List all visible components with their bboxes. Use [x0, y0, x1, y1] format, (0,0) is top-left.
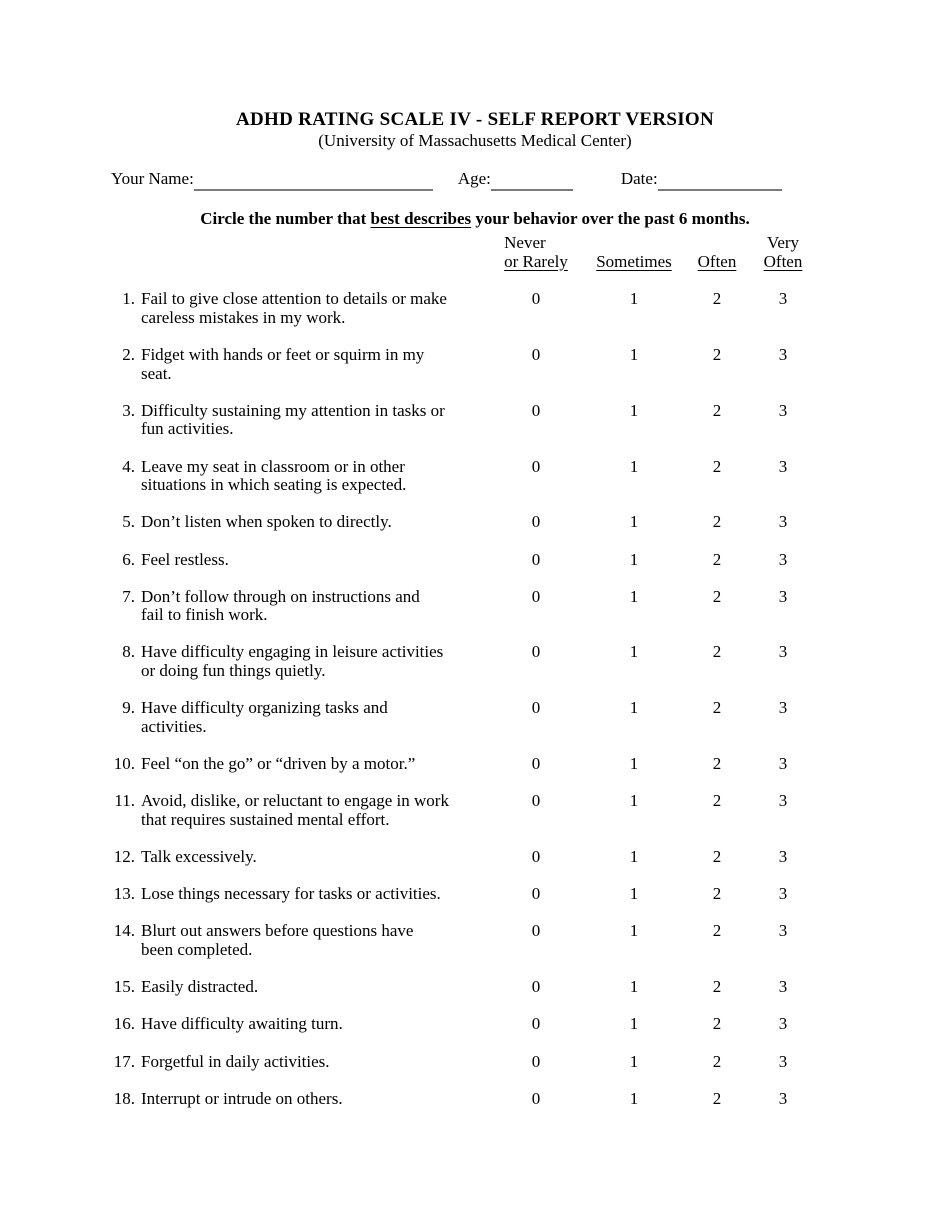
- item-number: 6.: [122, 549, 135, 569]
- item-10-rating-1[interactable]: 1: [629, 754, 639, 774]
- item-row: [109, 848, 799, 867]
- item-11-rating-2[interactable]: 2: [712, 791, 722, 811]
- column-header-or-rarely: or Rarely: [504, 251, 568, 271]
- item-text: Feel “on the go” or “driven by a motor.”: [141, 754, 416, 774]
- item-18-rating-3[interactable]: 3: [778, 1088, 788, 1108]
- item-13-rating-1[interactable]: 1: [629, 884, 639, 904]
- item-text: Have difficulty engaging in leisure activities or doing fun things quietly.: [141, 642, 444, 681]
- item-12-rating-3[interactable]: 3: [778, 847, 788, 866]
- item-11-rating-1[interactable]: 1: [629, 791, 639, 811]
- item-9-rating-1[interactable]: 1: [629, 698, 639, 718]
- item-3-rating-1[interactable]: 1: [629, 400, 639, 420]
- item-1-rating-2[interactable]: 2: [712, 289, 722, 309]
- item-number: 15.: [113, 977, 135, 997]
- item-text: Blurt out answers before questions have been completed.: [141, 921, 414, 959]
- item-row: [109, 551, 799, 570]
- item-15-rating-0[interactable]: 0: [531, 977, 541, 997]
- item-number: 10.: [113, 754, 135, 774]
- item-number: 11.: [114, 791, 135, 811]
- column-header-sometimes-cell: [596, 234, 672, 271]
- item-7-rating-3[interactable]: 3: [778, 586, 788, 606]
- instruction-underlined: best describes: [370, 209, 472, 228]
- item-14-rating-0[interactable]: 0: [531, 921, 541, 941]
- item-row: [109, 792, 799, 829]
- item-number: 18.: [113, 1088, 135, 1108]
- item-row: [109, 402, 799, 439]
- item-row: [109, 346, 799, 383]
- item-row: [109, 922, 799, 959]
- item-15-rating-2[interactable]: 2: [712, 977, 722, 997]
- item-number: 3.: [122, 400, 135, 420]
- item-5-rating-2[interactable]: 2: [712, 512, 722, 532]
- item-2-rating-1[interactable]: 1: [629, 344, 639, 364]
- item-text: Don’t follow through on instructions and fail to finish work.: [141, 586, 420, 625]
- item-number: 16.: [113, 1014, 135, 1034]
- item-4-rating-3[interactable]: 3: [778, 456, 788, 476]
- item-text: Avoid, dislike, or reluctant to engage in work that requires sustained mental effort.: [141, 791, 449, 829]
- item-4-rating-1[interactable]: 1: [629, 456, 639, 476]
- instruction-text: [0, 208, 950, 230]
- column-header-often-cell: [667, 234, 767, 271]
- item-3-rating-0[interactable]: 0: [531, 400, 541, 420]
- item-9-rating-3[interactable]: 3: [778, 698, 788, 718]
- item-text: Have difficulty organizing tasks and activities.: [141, 698, 388, 736]
- item-7-rating-0[interactable]: 0: [531, 586, 541, 606]
- date-input[interactable]: [658, 175, 782, 191]
- column-header-very-often: [763, 233, 803, 271]
- item-text: Fidget with hands or feet or squirm in my seat.: [141, 344, 425, 383]
- item-row: [109, 643, 799, 680]
- item-row: [109, 755, 799, 774]
- instruction-prefix: Circle the number that: [200, 209, 371, 228]
- item-number: 12.: [113, 847, 135, 866]
- item-text: Leave my seat in classroom or in other situations in which seating is expected.: [141, 456, 407, 495]
- item-text: Forgetful in daily activities.: [141, 1051, 330, 1071]
- item-row: [109, 588, 799, 625]
- item-6-rating-0[interactable]: 0: [531, 549, 541, 569]
- item-17-rating-2[interactable]: 2: [712, 1051, 722, 1071]
- instruction-suffix: your behavior over the past 6 months.: [471, 209, 750, 228]
- item-number: 9.: [122, 698, 135, 718]
- item-row: [109, 978, 799, 997]
- page-subtitle: (University of Massachusetts Medical Center): [318, 131, 632, 150]
- age-input[interactable]: [491, 175, 573, 191]
- item-text: Feel restless.: [141, 549, 229, 569]
- item-9-rating-2[interactable]: 2: [712, 698, 722, 718]
- item-13-rating-0[interactable]: 0: [531, 884, 541, 904]
- item-text: Interrupt or intrude on others.: [141, 1088, 343, 1108]
- item-row: [109, 699, 799, 736]
- item-2-rating-2[interactable]: 2: [712, 344, 722, 364]
- item-16-rating-3[interactable]: 3: [778, 1014, 788, 1034]
- item-7-rating-1[interactable]: 1: [629, 586, 639, 606]
- item-12-rating-1[interactable]: 1: [629, 847, 639, 866]
- item-text: Easily distracted.: [141, 977, 259, 997]
- item-number: 14.: [113, 921, 135, 941]
- item-17-rating-1[interactable]: 1: [629, 1051, 639, 1071]
- name-input[interactable]: [194, 175, 433, 191]
- item-1-rating-1[interactable]: 1: [629, 289, 639, 309]
- item-text: Difficulty sustaining my attention in tasks or fun activities.: [141, 400, 445, 439]
- item-text: Have difficulty awaiting turn.: [141, 1014, 343, 1034]
- name-label: Your Name:: [111, 169, 194, 188]
- item-4-rating-0[interactable]: 0: [531, 456, 541, 476]
- item-8-rating-1[interactable]: 1: [629, 642, 639, 662]
- item-6-rating-2[interactable]: 2: [712, 549, 722, 569]
- item-18-rating-2[interactable]: 2: [712, 1088, 722, 1108]
- item-14-rating-2[interactable]: 2: [712, 921, 722, 941]
- column-header-very: Very: [766, 233, 800, 252]
- item-3-rating-3[interactable]: 3: [778, 400, 788, 420]
- item-row: [109, 1015, 799, 1034]
- item-6-rating-1[interactable]: 1: [629, 549, 639, 569]
- item-6-rating-3[interactable]: 3: [778, 549, 788, 569]
- column-header-never-or-rarely: [471, 234, 601, 271]
- item-10-rating-2[interactable]: 2: [712, 754, 722, 774]
- item-17-rating-0[interactable]: 0: [531, 1051, 541, 1071]
- age-label: Age:: [457, 169, 491, 188]
- item-9-rating-0[interactable]: 0: [531, 698, 541, 718]
- item-15-rating-1[interactable]: 1: [629, 977, 639, 997]
- item-15-rating-3[interactable]: 3: [778, 977, 788, 997]
- item-14-rating-1[interactable]: 1: [629, 921, 639, 941]
- item-number: 2.: [122, 344, 135, 364]
- date-label: Date:: [620, 169, 658, 188]
- item-number: 5.: [122, 512, 135, 532]
- item-row: [109, 290, 799, 327]
- item-3-rating-2[interactable]: 2: [712, 400, 722, 420]
- item-7-rating-2[interactable]: 2: [712, 586, 722, 606]
- items-list: [0, 290, 950, 1108]
- item-5-rating-0[interactable]: 0: [531, 512, 541, 532]
- item-text: Fail to give close attention to details or make careless mistakes in my work.: [141, 289, 447, 327]
- item-18-rating-0[interactable]: 0: [531, 1088, 541, 1108]
- item-16-rating-0[interactable]: 0: [531, 1014, 541, 1034]
- item-number: 17.: [113, 1051, 135, 1071]
- item-10-rating-3[interactable]: 3: [778, 754, 788, 774]
- item-number: 1.: [122, 289, 135, 309]
- item-row: [109, 1090, 799, 1109]
- item-row: [109, 1053, 799, 1072]
- item-2-rating-3[interactable]: 3: [778, 344, 788, 364]
- item-14-rating-3[interactable]: 3: [778, 921, 788, 941]
- column-header-sometimes: Sometimes: [596, 251, 672, 271]
- page-title: ADHD RATING SCALE IV - SELF REPORT VERSION: [235, 109, 715, 130]
- item-10-rating-0[interactable]: 0: [531, 754, 541, 774]
- item-8-rating-2[interactable]: 2: [712, 642, 722, 662]
- item-5-rating-1[interactable]: 1: [629, 512, 639, 532]
- item-8-rating-0[interactable]: 0: [531, 642, 541, 662]
- item-12-rating-0[interactable]: 0: [531, 847, 541, 866]
- item-18-rating-1[interactable]: 1: [629, 1088, 639, 1108]
- item-13-rating-3[interactable]: 3: [778, 884, 788, 904]
- item-17-rating-3[interactable]: 3: [778, 1051, 788, 1071]
- item-1-rating-0[interactable]: 0: [531, 289, 541, 309]
- column-header-never: Never: [504, 233, 546, 252]
- item-2-rating-0[interactable]: 0: [531, 344, 541, 364]
- item-8-rating-3[interactable]: 3: [778, 642, 788, 662]
- item-text: Lose things necessary for tasks or activities.: [141, 884, 441, 904]
- item-row: [109, 513, 799, 532]
- column-header-often: Often: [697, 251, 737, 271]
- item-1-rating-3[interactable]: 3: [778, 289, 788, 309]
- rating-scale-header: [109, 233, 803, 271]
- item-number: 4.: [122, 456, 135, 476]
- item-5-rating-3[interactable]: 3: [778, 512, 788, 532]
- item-4-rating-2[interactable]: 2: [712, 456, 722, 476]
- item-16-rating-1[interactable]: 1: [629, 1014, 639, 1034]
- item-number: 13.: [113, 884, 135, 904]
- item-row: [109, 458, 799, 495]
- item-number: 8.: [122, 642, 135, 662]
- identity-fields-row: [111, 166, 950, 192]
- item-16-rating-2[interactable]: 2: [712, 1014, 722, 1034]
- item-12-rating-2[interactable]: 2: [712, 847, 722, 866]
- item-row: [109, 885, 799, 904]
- column-header-very-often-label: Often: [763, 251, 803, 271]
- item-text: Talk excessively.: [141, 847, 257, 866]
- item-13-rating-2[interactable]: 2: [712, 884, 722, 904]
- item-11-rating-0[interactable]: 0: [531, 791, 541, 811]
- item-number: 7.: [122, 586, 135, 606]
- item-11-rating-3[interactable]: 3: [778, 791, 788, 811]
- item-text: Don’t listen when spoken to directly.: [141, 512, 392, 532]
